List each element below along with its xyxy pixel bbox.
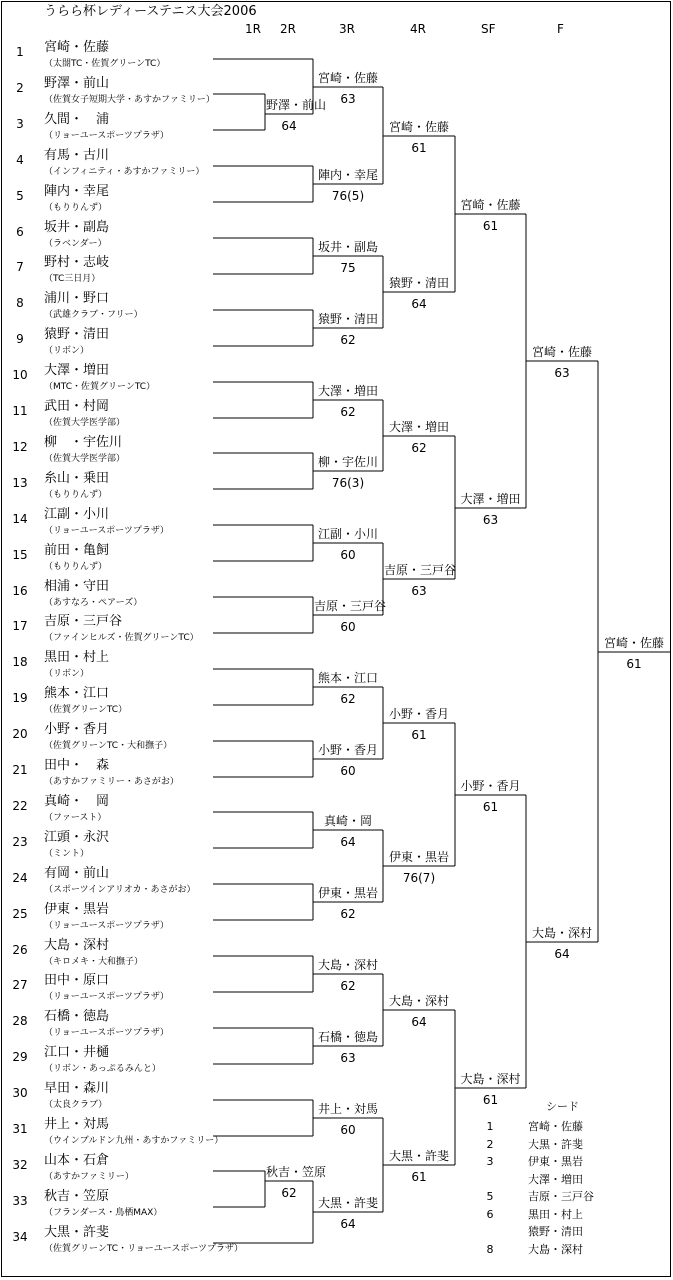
round3-match-2-winner: 陣内・幸尾 [317,168,378,182]
seed-rank: 2 [486,1137,494,1151]
round3-match-1-winner: 宮崎・佐藤 [317,71,378,85]
semifinal-match-3-winner: 小野・香月 [460,779,521,793]
player-club: （もりりんず） [44,489,108,500]
player-number: 6 [16,224,24,239]
player-name: 野村・志岐 [44,255,110,271]
round-header-1r: 1R [245,22,261,36]
player-number: 13 [12,475,28,490]
round3-match-2-score: 76(5) [331,189,365,203]
player-number: 14 [12,511,28,526]
seed-name: 大島・深村 [528,1242,583,1256]
player-club: （あすかファミリー） [44,1171,134,1182]
round3-match-11-winner: 真崎・岡 [323,814,372,828]
round3-match-3-winner: 坂井・副島 [317,240,378,254]
player-name: 真崎・ 岡 [44,793,110,809]
round3-match-3-score: 75 [340,261,356,275]
player-number: 23 [12,834,28,849]
semifinal-match-2-score: 63 [482,513,499,527]
player-name: 秋吉・笠原 [44,1188,110,1204]
player-number: 27 [12,978,28,993]
round1-match-a-score: 64 [281,119,297,133]
round4-match-2-winner: 猿野・清田 [388,276,449,290]
round4-match-2-score: 64 [411,297,427,311]
round-header-f: F [557,22,564,36]
player-name: 黒田・村上 [44,650,110,666]
player-club: （リボン） [44,669,90,680]
player-club: （ミント） [44,848,90,859]
player-number: 16 [12,583,28,598]
player-name: 柳 ・宇佐川 [44,434,123,450]
round4-match-1-score: 61 [411,141,427,155]
player-number: 10 [12,368,28,383]
player-club: （佐賀大学医学部） [44,418,126,428]
round-header-3r: 3R [339,22,355,36]
round3-match-13-score: 62 [340,979,356,993]
player-club: （リョーユースポーツプラザ） [44,1028,169,1039]
round3-match-15-winner: 井上・対馬 [317,1102,378,1116]
player-number: 15 [12,547,28,562]
player-number: 18 [12,655,28,670]
final-match-2-score: 64 [554,947,570,961]
player-club: （リボン・あっぷるみんと） [44,1064,161,1075]
round3-match-5-score: 62 [340,405,356,419]
round1-match-a-winner: 野澤・前山 [266,98,327,112]
player-number: 22 [12,798,28,813]
round3-match-12-winner: 伊東・黒岩 [317,886,378,900]
player-club: （インフィニティ・あすかファミリー） [44,166,205,177]
player-name: 井上・対馬 [44,1117,110,1132]
round4-match-4-winner: 吉原・三戸谷 [384,563,457,577]
round3-match-10-score: 60 [340,764,356,778]
semifinal-match-4-winner: 大島・深村 [460,1072,521,1086]
player-number: 7 [16,260,24,275]
seed-rank: 5 [486,1190,494,1203]
seed-name: 大澤・増田 [528,1172,583,1186]
semifinal-match-2-winner: 大澤・増田 [460,492,521,506]
player-club: （佐賀女子短期大学・あすかファミリー） [44,94,215,105]
player-name: 小野・香月 [44,722,110,738]
player-club: （MTC・佐賀グリーンTC） [44,382,156,393]
player-number: 2 [16,80,24,95]
player-name: 坂井・副島 [44,219,110,235]
round3-match-14-score: 63 [340,1051,356,1065]
round4-match-8-score: 61 [411,1170,427,1184]
player-number: 30 [12,1086,28,1101]
player-name: 田中・ 森 [44,758,110,773]
round3-match-4-winner: 猿野・清田 [317,312,378,326]
player-club: （ファースト） [44,812,107,823]
player-name: 野澤・前山 [44,75,110,91]
seed-rank: 1 [486,1120,494,1133]
semifinal-match-1-score: 61 [482,219,499,233]
player-name: 相浦・守田 [44,578,110,594]
round-header-2r: 2R [280,22,296,36]
player-name: 有馬・古川 [44,147,110,163]
player-number: 11 [12,404,28,418]
seed-rank: 3 [486,1155,494,1168]
round3-match-8-winner: 吉原・三戸谷 [314,599,387,613]
round4-match-1-winner: 宮崎・佐藤 [388,120,449,134]
round4-match-7-score: 64 [411,1015,427,1029]
player-number: 3 [16,116,24,131]
round4-match-5-winner: 小野・香月 [388,707,449,721]
player-name: 江頭・永沢 [44,829,110,845]
player-club: （太閤TC・佐賀グリーンTC） [44,59,166,69]
player-number: 8 [16,296,24,311]
seed-name: 猿野・清田 [528,1225,583,1238]
round3-match-14-winner: 石橋・徳島 [317,1030,378,1044]
player-club: （リョーユースポーツプラザ） [44,130,169,141]
player-number: 32 [12,1157,28,1172]
player-club: （リョーユースポーツプラザ） [44,920,169,931]
final-match-1-winner: 宮崎・佐藤 [531,345,592,359]
round3-match-11-score: 64 [340,835,356,849]
round3-match-15-score: 60 [340,1123,356,1137]
player-number: 19 [12,691,28,706]
player-club: （フランダース・鳥栖MAX） [44,1207,163,1218]
round4-match-6-score: 76(7) [402,871,436,885]
player-name: 江口・井樋 [44,1045,110,1061]
player-number: 25 [12,906,28,921]
player-name: 早田・森川 [44,1081,110,1097]
round-header-sf: SF [481,22,496,36]
player-club: （もりりんず） [44,202,108,213]
player-club: （佐賀グリーンTC・リョーユースポーツプラザ） [44,1243,243,1254]
seed-name: 大黒・許斐 [528,1137,583,1151]
player-number: 12 [12,439,28,454]
player-club: （TC三日月） [44,274,101,285]
round3-match-9-winner: 熊本・江口 [317,671,378,685]
player-number: 4 [16,152,24,167]
seed-rank: 8 [486,1242,494,1256]
round-header-4r: 4R [410,22,426,36]
round4-match-5-score: 61 [411,728,427,742]
round1-match-b-winner: 秋吉・笠原 [266,1165,327,1179]
round3-match-16-score: 64 [340,1217,356,1231]
round4-match-4-score: 63 [411,584,427,598]
round3-match-7-winner: 江副・小川 [317,527,378,541]
champion-winner: 宮崎・佐藤 [603,636,664,650]
player-name: 田中・原口 [44,973,110,989]
player-name: 吉原・三戸谷 [44,614,123,630]
player-name: 大黒・許斐 [44,1224,110,1240]
player-club: （佐賀大学医学部） [44,453,126,464]
player-name: 浦川・野口 [44,291,110,307]
round3-match-5-winner: 大澤・増田 [317,384,378,398]
player-number: 33 [12,1193,28,1208]
round4-match-8-winner: 大黒・許斐 [388,1149,449,1163]
player-name: 糸山・乗田 [44,470,110,486]
round4-match-7-winner: 大島・深村 [388,994,449,1008]
player-club: （ウインブルドン九州・あすかファミリー） [44,1136,224,1146]
seed-title: シード [546,1100,579,1113]
player-club: （あすなろ・ペアーズ） [44,597,143,608]
player-club: （リボン） [44,346,90,357]
player-name: 久間・ 浦 [44,111,110,127]
player-name: 大澤・増田 [44,363,110,379]
player-club: （スポーツインアリオカ・あさがお） [44,884,196,895]
round3-match-6-score: 76(3) [331,476,365,490]
player-number: 17 [12,619,28,634]
round3-match-1-score: 63 [340,92,356,106]
player-name: 猿野・清田 [44,327,110,343]
player-number: 20 [12,727,28,742]
player-number: 34 [12,1229,28,1244]
player-club: （リョーユースポーツプラザ） [44,992,169,1003]
player-club: （リョーユースポーツプラザ） [44,525,169,536]
final-match-1-score: 63 [554,366,570,380]
player-number: 1 [16,45,24,59]
player-club: （キロメキ・大和撫子） [44,956,144,967]
semifinal-match-3-score: 61 [482,800,499,814]
player-name: 伊東・黒岩 [44,901,110,917]
round3-match-7-score: 60 [340,548,356,562]
player-number: 28 [12,1014,28,1029]
round3-match-12-score: 62 [340,907,356,921]
player-name: 江副・小川 [44,506,110,522]
seed-name: 吉原・三戸谷 [528,1190,594,1203]
player-name: 熊本・江口 [44,686,110,702]
round3-match-13-winner: 大島・深村 [317,958,378,972]
round1-match-b-score: 62 [281,1186,297,1200]
round4-match-3-winner: 大澤・増田 [388,420,449,434]
round3-match-9-score: 62 [340,692,356,706]
seed-rank: 6 [486,1207,494,1221]
champion-score: 61 [626,657,642,671]
semifinal-match-4-score: 61 [482,1093,499,1107]
seed-name: 黒田・村上 [528,1207,583,1221]
player-number: 24 [12,870,28,885]
player-name: 武田・村岡 [44,399,110,414]
player-number: 9 [16,332,24,347]
player-name: 陣内・幸尾 [44,183,110,199]
round3-match-6-winner: 柳・宇佐川 [317,455,378,469]
player-name: 宮崎・佐藤 [44,40,110,55]
player-club: （あすかファミリー・あさがお） [44,777,179,787]
seed-name: 伊東・黒岩 [528,1155,583,1168]
player-name: 大島・深村 [44,937,110,953]
player-number: 21 [12,763,28,777]
player-name: 有岡・前山 [44,865,110,881]
player-club: （太良クラブ） [44,1100,108,1111]
final-match-2-winner: 大島・深村 [531,926,592,940]
seed-name: 宮崎・佐藤 [528,1120,583,1133]
round3-match-8-score: 60 [340,620,356,634]
page-title: うらら杯レディーステニス大会2006 [44,4,257,19]
player-club: （武雄クラブ・フリー） [44,310,143,321]
round3-match-16-winner: 大黒・許斐 [317,1196,378,1210]
round4-match-3-score: 62 [411,441,427,455]
player-club: （ラベンダー） [44,238,107,249]
semifinal-match-1-winner: 宮崎・佐藤 [460,198,521,212]
player-club: （もりりんず） [44,561,108,572]
player-name: 山本・石倉 [44,1152,110,1168]
player-club: （佐賀グリーンTC・大和撫子） [44,741,173,752]
round3-match-4-score: 62 [340,333,356,347]
player-number: 29 [12,1050,28,1065]
round3-match-10-winner: 小野・香月 [317,743,378,757]
round4-match-6-winner: 伊東・黒岩 [388,850,449,864]
player-name: 前田・亀飼 [44,542,110,558]
player-club: （佐賀グリーンTC） [44,705,128,716]
player-name: 石橋・徳島 [44,1009,110,1025]
player-number: 5 [16,188,24,203]
player-number: 26 [12,942,28,957]
player-club: （ファインヒルズ・佐賀グリーンTC） [44,633,199,644]
player-number: 31 [12,1122,28,1136]
